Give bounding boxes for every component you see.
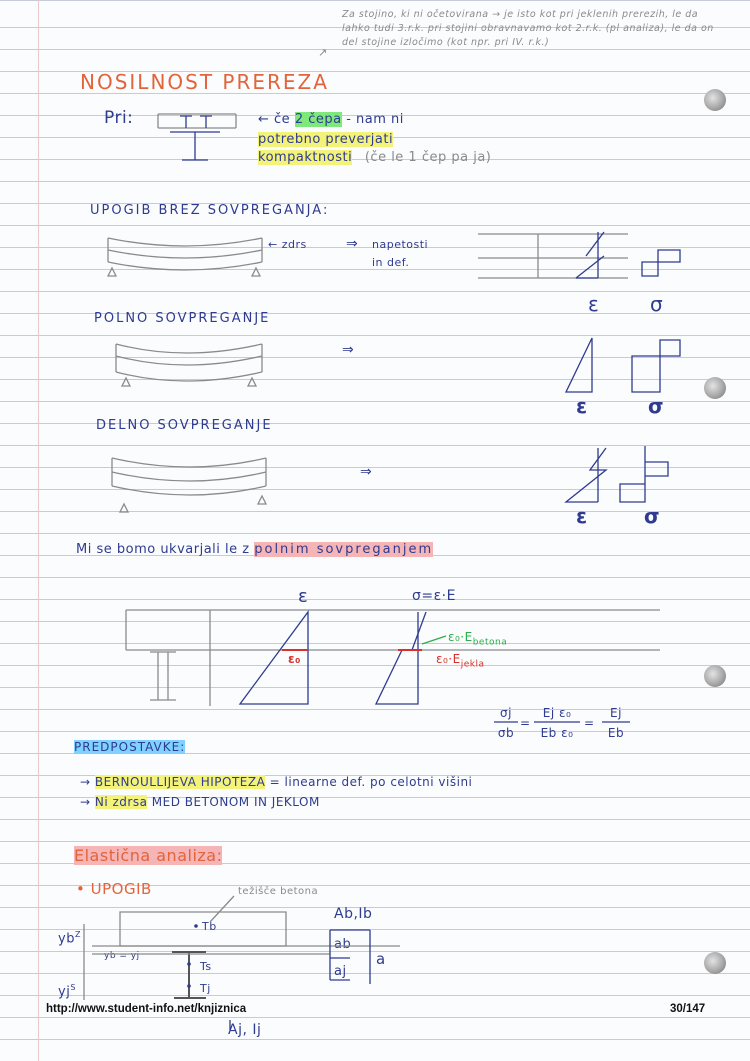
- diagram1-grid: [478, 234, 628, 278]
- epsilon-label-3: ε: [576, 504, 588, 528]
- diagram1-strain: [576, 232, 604, 278]
- elastic-bullet: • UPOGIB: [76, 880, 152, 898]
- Tj-point: [187, 984, 191, 988]
- pri-studs: [180, 116, 212, 128]
- strain-diagram-sigma: σ=ε·E: [412, 588, 456, 604]
- elastic-dimensions: [330, 930, 370, 984]
- yb-text: yb: [58, 931, 75, 947]
- pri-one-stud: (če le 1 čep pa ja): [364, 150, 492, 165]
- Ts-label: Ts: [200, 960, 212, 973]
- beam2-arrow: ⇒: [342, 342, 355, 358]
- pri-compactness: kompaktnosti: [258, 150, 353, 165]
- yj-sup: S: [70, 983, 76, 992]
- heading-no-composite: UPOGIB BREZ SOVPREGANJA:: [90, 203, 330, 218]
- beam3-layers: [112, 458, 266, 495]
- centroid-label: težišče betona: [238, 886, 319, 897]
- pri-label: Pri:: [104, 108, 134, 128]
- stress-concrete-part: [412, 612, 426, 650]
- margin-note: Za stojino, ki ni očetovirana → je isto kot pri jeklenih prerezih, le da lahko tudi 3.r.k. pri stojini obravnavamo kot 2.r.k. (pl analiza), le da on del stojine izločimo (kot npr. pri IV. r.k.): [342, 9, 714, 48]
- formula-eq1: =: [520, 716, 531, 730]
- sigma-label-1: σ: [650, 292, 664, 316]
- beam2-supports: [122, 378, 256, 386]
- pri-line2: potrebno preverjati: [258, 132, 394, 147]
- formula-mid-den: Eb ε₀: [540, 726, 574, 740]
- yj-text: yj: [58, 984, 71, 1000]
- pri-two-studs: 2 čepa: [294, 112, 342, 127]
- pri-line1-pre: ← če: [258, 112, 291, 127]
- concrete-stress-pointer: [422, 636, 446, 644]
- heading-full-composite: POLNO SOVPREGANJE: [94, 311, 271, 326]
- pri-line1-post: - nam ni: [346, 112, 404, 127]
- formula-mid-num: Ej ε₀: [542, 706, 572, 720]
- beam1-arrow: ⇒: [346, 236, 359, 252]
- beam3-arrow: ⇒: [360, 464, 373, 480]
- diagram2-strain: [566, 338, 592, 392]
- steel-stress-main: ε₀·E: [436, 652, 461, 666]
- yb-sup: Z: [74, 930, 81, 939]
- Tb-point: [194, 924, 198, 928]
- page-title: NOSILNOST PREREZA: [80, 70, 329, 94]
- assumption-1-text: = linearne def. po celotni višini: [269, 775, 473, 789]
- beam3-supports: [120, 496, 266, 512]
- diagram2-stress: [632, 340, 680, 392]
- pri-slab: [158, 114, 236, 128]
- eps0-label: ε₀: [288, 652, 301, 666]
- epsilon-label-2: ε: [576, 394, 588, 418]
- elastic-slab: [120, 912, 286, 946]
- a-label: a: [376, 950, 386, 968]
- strain-steel-beam: [150, 652, 176, 700]
- yb-yj-equation: yb = yj: [104, 951, 140, 961]
- formula-rhs-num: Ej: [610, 706, 622, 720]
- Tb-label: Tb: [202, 920, 217, 933]
- assumption-1-arrow: →: [80, 775, 95, 789]
- assumption-2-highlight: Ni zdrsa: [94, 795, 148, 809]
- beam1-supports: [108, 268, 260, 276]
- beam1-result-stresses: napetosti: [372, 238, 429, 251]
- centroid-pointer: [210, 896, 234, 922]
- footer-url: http://www.student-info.net/knjiznica: [46, 1003, 247, 1015]
- beam1-layers: [108, 238, 262, 270]
- diagram3-stress: [620, 446, 668, 502]
- elastic-reference-lines: [92, 946, 400, 954]
- ab-label: ab: [334, 937, 352, 952]
- formula-lhs-den: σb: [497, 726, 515, 740]
- elastic-steel-beam: [172, 952, 206, 998]
- assumption-2-arrow: →: [80, 795, 95, 809]
- Tj-label: Tj: [200, 982, 211, 995]
- diagram1-stress: [642, 250, 680, 276]
- slip-label: ← zdrs: [268, 238, 307, 251]
- stress-trapezoid: [376, 612, 418, 704]
- sigma-label-2: σ: [648, 394, 665, 418]
- Aj-Ij-label: Aj, Ij: [228, 1022, 262, 1038]
- formula-lhs-num: σj: [500, 706, 512, 720]
- concrete-stress-sub: betona: [472, 637, 508, 648]
- assumption-2-text: MED BETONOM IN JEKLOM: [151, 795, 320, 809]
- assumptions-title: PREDPOSTAVKE:: [74, 740, 186, 754]
- only-full-pre: Mi se bomo ukvarjali le z: [76, 542, 250, 557]
- only-full-highlight: polnim sovpreganjem: [254, 542, 434, 557]
- footer-page-number: 30/147: [670, 1003, 706, 1015]
- strain-slab-lines: [126, 610, 660, 650]
- strain-diagram-eps: ε: [298, 586, 309, 607]
- elastic-title-text: Elastična analiza:: [74, 846, 223, 865]
- assumption-1-highlight: BERNOULLIJEVA HIPOTEZA: [94, 775, 266, 789]
- sigma-label-3: σ: [644, 504, 661, 528]
- concrete-stress-main: ε₀·E: [448, 630, 473, 644]
- pri-steel-beam: [170, 132, 220, 160]
- heading-partial-composite: DELNO SOVPREGANJE: [96, 418, 273, 433]
- aj-label: aj: [334, 964, 347, 979]
- beam2-layers: [116, 344, 262, 381]
- steel-stress-sub: jekla: [460, 659, 485, 670]
- diagram3-strain: [566, 448, 606, 502]
- strain-triangle: [240, 612, 308, 704]
- note-arrow: ↗: [318, 46, 328, 59]
- beam1-result-def: in def.: [372, 256, 410, 269]
- epsilon-label-1: ε: [588, 292, 600, 316]
- formula-rhs-den: Eb: [607, 726, 625, 740]
- Ab-Ib-label: Ab,Ib: [334, 906, 373, 922]
- Ts-point: [187, 962, 191, 966]
- formula-eq2: =: [584, 716, 595, 730]
